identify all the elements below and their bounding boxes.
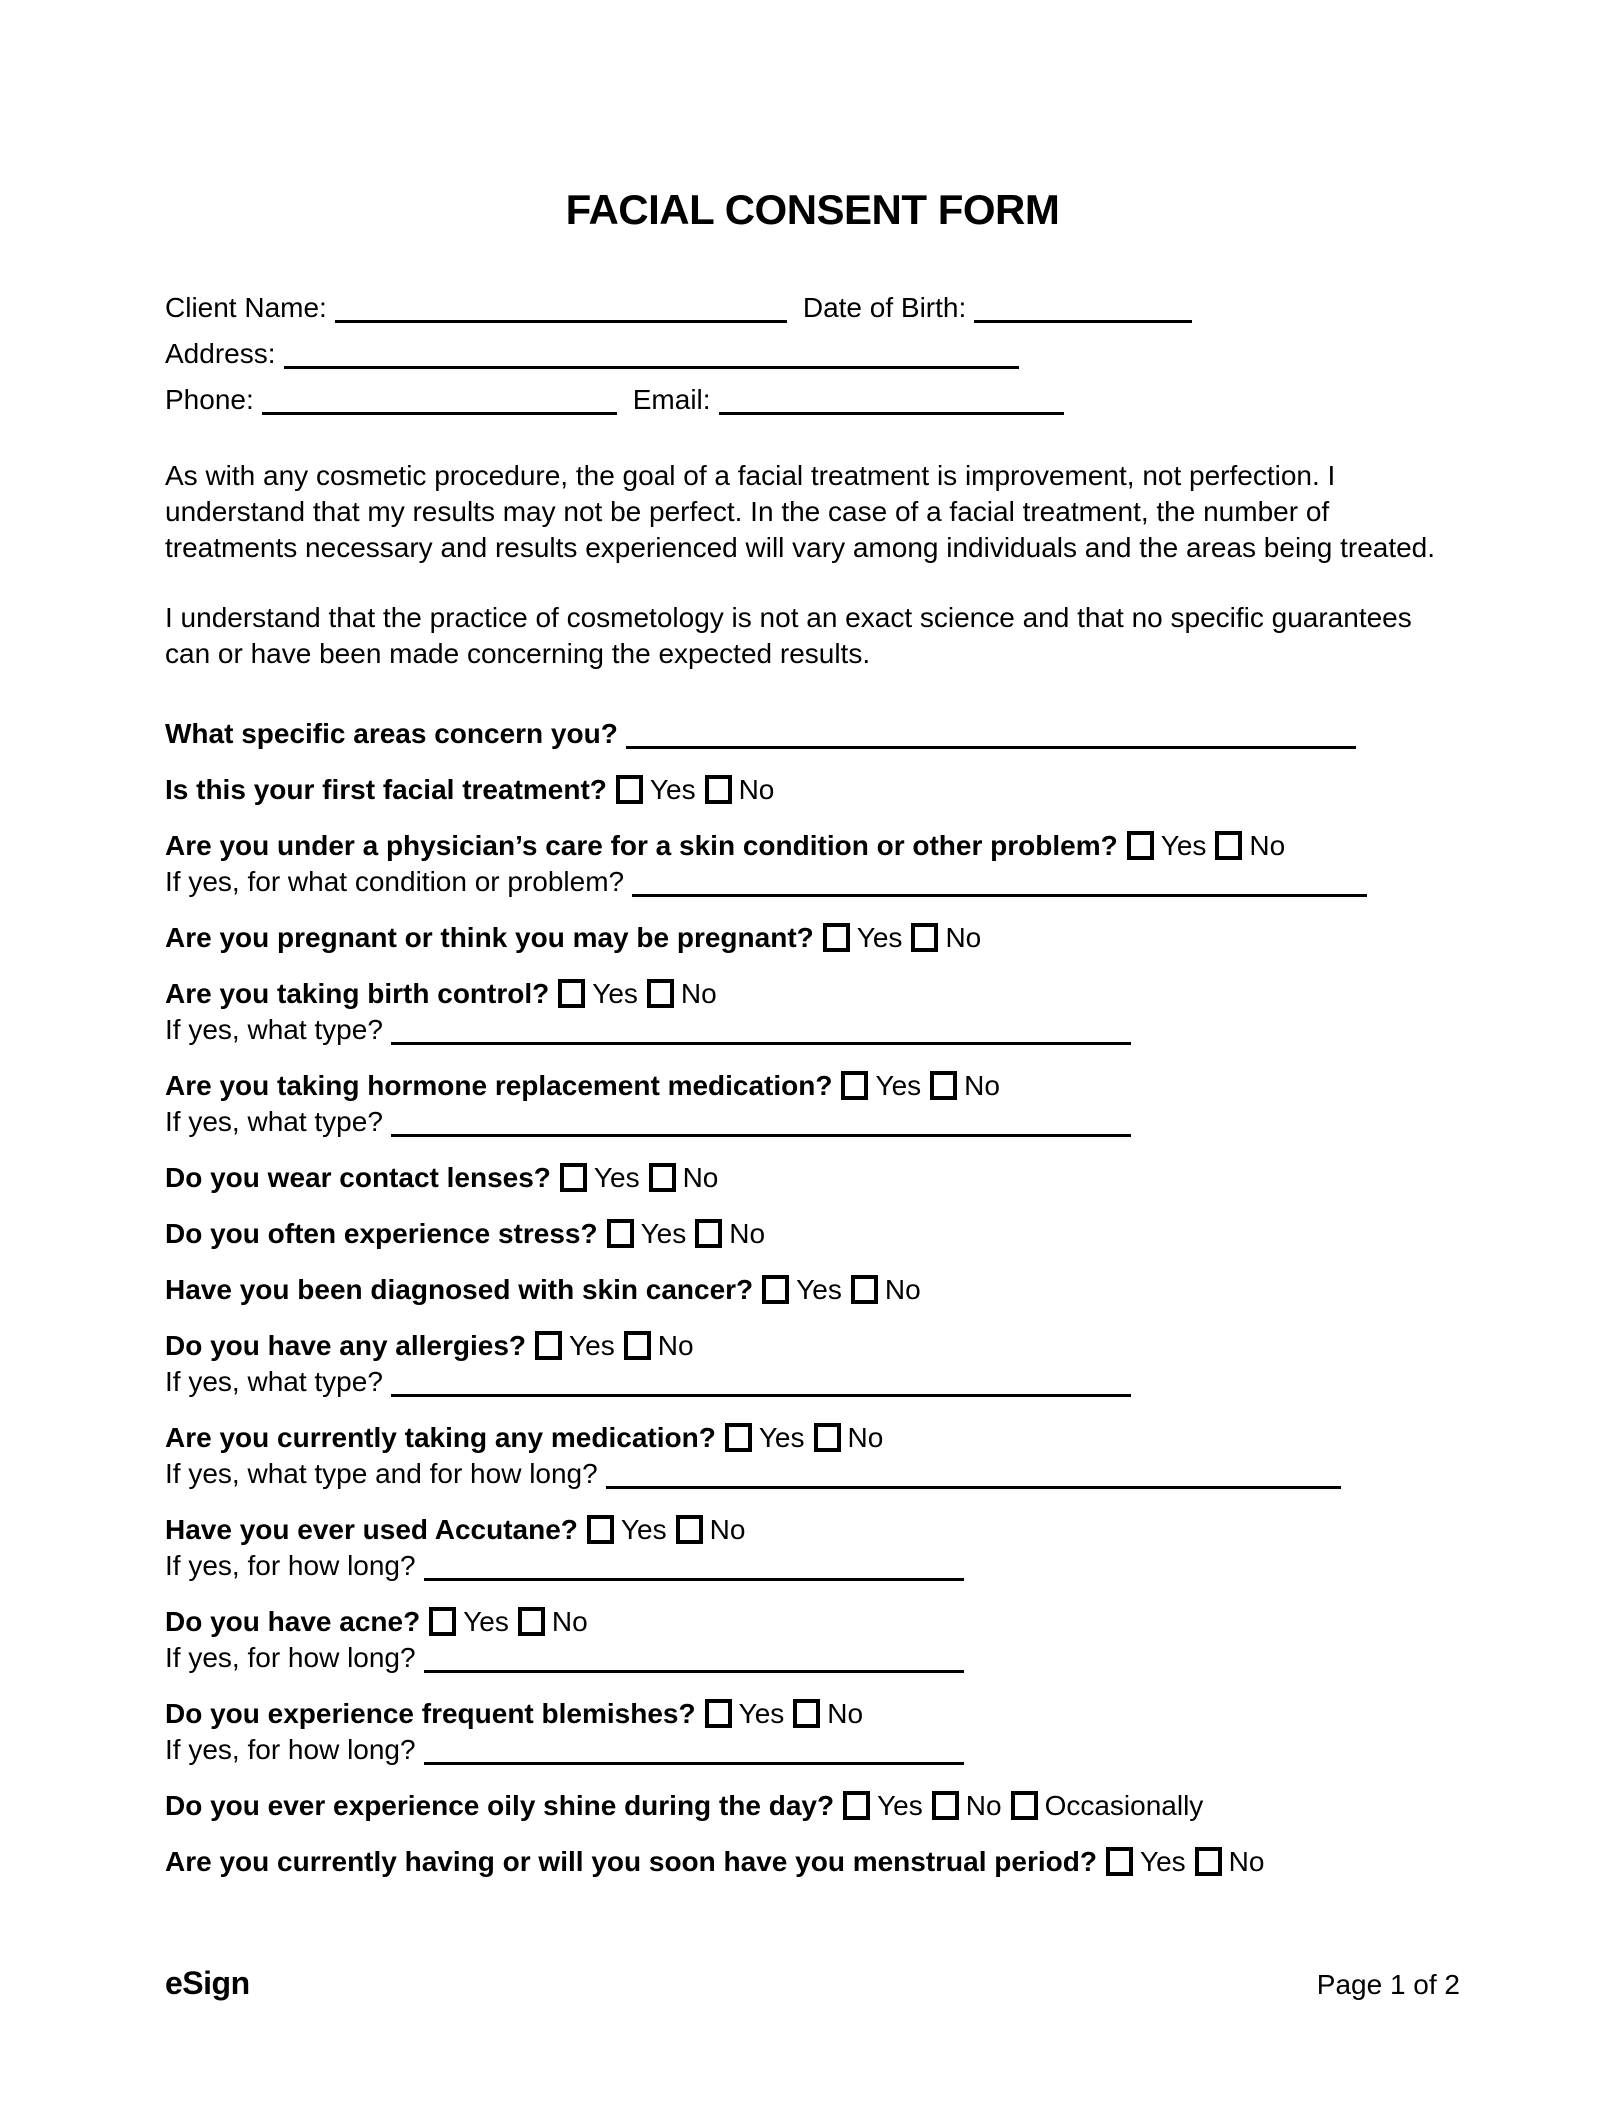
checkbox-label: Yes [592, 978, 638, 1009]
answer-line[interactable] [632, 886, 1367, 897]
phone-email-row [165, 382, 1460, 418]
question-block [165, 1604, 1460, 1676]
question-text: Do you experience frequent blemishes? [165, 1698, 696, 1729]
answer-line[interactable] [424, 1662, 964, 1673]
question-block [165, 976, 1460, 1048]
question-block [165, 716, 1460, 752]
yes-checkbox[interactable] [843, 1791, 870, 1820]
followup-text: If yes, what type and for how long? [165, 1458, 598, 1489]
answer-line[interactable] [391, 1386, 1131, 1397]
followup-text: If yes, what type? [165, 1014, 383, 1045]
question-block [165, 1696, 1460, 1768]
question-block [165, 772, 1460, 808]
page-footer [165, 1965, 1460, 2003]
question-text: Are you under a physician’s care for a skin condition or other problem? [165, 830, 1118, 861]
address-label: Address: [165, 338, 276, 369]
checkbox-label: Occasionally [1044, 1790, 1204, 1821]
checkbox-label: Yes [877, 1790, 923, 1821]
question-block [165, 1420, 1460, 1492]
checkbox-label: No [657, 1330, 694, 1361]
followup-text: If yes, for how long? [165, 1642, 416, 1673]
checkbox-label: No [965, 1790, 1002, 1821]
answer-line[interactable] [424, 1754, 964, 1765]
email-label: Email: [632, 384, 711, 415]
question-text: What specific areas concern you? [165, 718, 618, 749]
page-title: FACIAL CONSENT FORM [565, 186, 1060, 233]
yes-checkbox[interactable] [841, 1071, 868, 1100]
question-text: Are you currently taking any medication? [165, 1422, 716, 1453]
client-name-field[interactable] [335, 312, 787, 323]
intro-paragraph: I understand that the practice of cosmetology is not an exact science and that no specific guarantees can or have been made concerning the expected results. [165, 602, 1412, 669]
yes-checkbox[interactable] [823, 923, 850, 952]
checkbox-label: Yes [463, 1606, 509, 1637]
page-number-label: Page 1 of 2 [1316, 1969, 1460, 2000]
checkbox-label: Yes [875, 1070, 922, 1101]
answer-line[interactable] [391, 1126, 1131, 1137]
checkbox-label: Yes [569, 1330, 615, 1361]
no-checkbox[interactable] [793, 1699, 820, 1728]
followup-text: If yes, what type? [165, 1366, 383, 1397]
yes-checkbox[interactable] [429, 1607, 456, 1636]
yes-checkbox[interactable] [1127, 831, 1154, 860]
no-checkbox[interactable] [695, 1219, 722, 1248]
checkbox-label: Yes [1139, 1846, 1186, 1877]
no-checkbox[interactable] [1215, 831, 1242, 860]
yes-checkbox[interactable] [535, 1331, 562, 1360]
question-block [165, 1216, 1460, 1252]
checkbox-label: Yes [593, 1162, 640, 1193]
yes-checkbox[interactable] [607, 1219, 634, 1248]
checkbox-label: Yes [1160, 830, 1207, 861]
no-checkbox[interactable] [518, 1607, 545, 1636]
yes-checkbox[interactable] [560, 1163, 587, 1192]
no-checkbox[interactable] [932, 1791, 959, 1820]
question-block [165, 1328, 1460, 1400]
checkbox-label: No [551, 1606, 588, 1637]
checkbox-label: No [827, 1698, 864, 1729]
no-checkbox[interactable] [851, 1275, 878, 1304]
question-block [165, 1160, 1460, 1196]
question-text: Are you currently having or will you soon have you menstrual period? [165, 1846, 1097, 1877]
checkbox-label: Yes [758, 1422, 805, 1453]
yes-checkbox[interactable] [616, 775, 643, 804]
date-of-birth-label: Date of Birth: [802, 292, 967, 323]
address-row [165, 336, 1460, 372]
followup-text: If yes, what type? [165, 1106, 383, 1137]
yes-checkbox[interactable] [762, 1275, 789, 1304]
no-checkbox[interactable] [676, 1515, 703, 1544]
question-text: Do you often experience stress? [165, 1218, 598, 1249]
answer-line[interactable] [391, 1034, 1131, 1045]
client-name-label: Client Name: [165, 292, 327, 323]
question-block [165, 1788, 1460, 1824]
no-checkbox[interactable] [705, 775, 732, 804]
answer-line[interactable] [424, 1570, 964, 1581]
phone-label: Phone: [165, 384, 254, 415]
intro-paragraph: As with any cosmetic procedure, the goal of a facial treatment is improvement, not perfection. I understand that my results may not be perfect. In the case of a facial treatment, the number of treatments necessary and results experienced will vary among individuals and the areas being treated. [165, 460, 1436, 563]
question-text: Is this your first facial treatment? [165, 774, 607, 805]
no-checkbox[interactable] [814, 1423, 841, 1452]
question-text: Are you taking birth control? [165, 978, 550, 1009]
no-checkbox[interactable] [1195, 1847, 1222, 1876]
question-block [165, 1272, 1460, 1308]
address-field[interactable] [284, 358, 1019, 369]
yes-checkbox[interactable] [1106, 1847, 1133, 1876]
client-name-row [165, 290, 1460, 326]
question-text: Do you wear contact lenses? [165, 1162, 551, 1193]
esign-logo: eSign [165, 1965, 250, 2001]
checkbox-label: No [680, 978, 717, 1009]
client-info-section [165, 290, 1460, 418]
question-block [165, 1512, 1460, 1584]
question-text: Do you have acne? [165, 1606, 421, 1637]
yes-checkbox[interactable] [587, 1515, 614, 1544]
answer-line[interactable] [626, 738, 1356, 749]
question-text: Have you ever used Accutane? [165, 1514, 578, 1545]
checkbox-label: Yes [620, 1514, 667, 1545]
intro-section [165, 458, 1460, 672]
answer-line[interactable] [606, 1478, 1341, 1489]
followup-text: If yes, for how long? [165, 1550, 416, 1581]
checkbox-label: No [964, 1070, 1000, 1101]
question-text: Do you ever experience oily shine during the day? [165, 1790, 835, 1821]
email-field[interactable] [719, 404, 1064, 415]
no-checkbox[interactable] [911, 923, 938, 952]
checkbox-label: No [1249, 830, 1286, 861]
yes-checkbox[interactable] [558, 979, 585, 1008]
checkbox-label: Yes [796, 1274, 842, 1305]
no-checkbox[interactable] [649, 1163, 676, 1192]
no-checkbox[interactable] [930, 1071, 957, 1100]
yes-checkbox[interactable] [725, 1423, 752, 1452]
phone-field[interactable] [262, 404, 617, 415]
no-checkbox[interactable] [647, 979, 674, 1008]
occasionally-checkbox[interactable] [1011, 1791, 1038, 1820]
question-block [165, 1068, 1460, 1140]
checkbox-label: No [884, 1274, 921, 1305]
checkbox-label: No [847, 1422, 884, 1453]
question-text: Have you been diagnosed with skin cancer? [165, 1274, 754, 1305]
yes-checkbox[interactable] [705, 1699, 732, 1728]
checkbox-label: No [709, 1514, 746, 1545]
checkbox-label: Yes [649, 774, 696, 805]
checkbox-label: No [1228, 1846, 1265, 1877]
checkbox-label: No [729, 1218, 766, 1249]
followup-text: If yes, for how long? [165, 1734, 416, 1765]
question-block [165, 920, 1460, 956]
followup-text: If yes, for what condition or problem? [165, 866, 625, 897]
question-text: Are you taking hormone replacement medication? [165, 1070, 833, 1101]
date-of-birth-field[interactable] [974, 312, 1192, 323]
checkbox-label: Yes [738, 1698, 785, 1729]
checkbox-label: Yes [640, 1218, 687, 1249]
checkbox-label: Yes [856, 922, 903, 953]
question-text: Do you have any allergies? [165, 1330, 527, 1361]
questions-section [165, 716, 1460, 1880]
no-checkbox[interactable] [624, 1331, 651, 1360]
question-block [165, 828, 1460, 900]
question-text: Are you pregnant or think you may be pregnant? [165, 922, 814, 953]
question-block [165, 1844, 1460, 1880]
checkbox-label: No [738, 774, 775, 805]
checkbox-label: No [682, 1162, 719, 1193]
checkbox-label: No [945, 922, 982, 953]
